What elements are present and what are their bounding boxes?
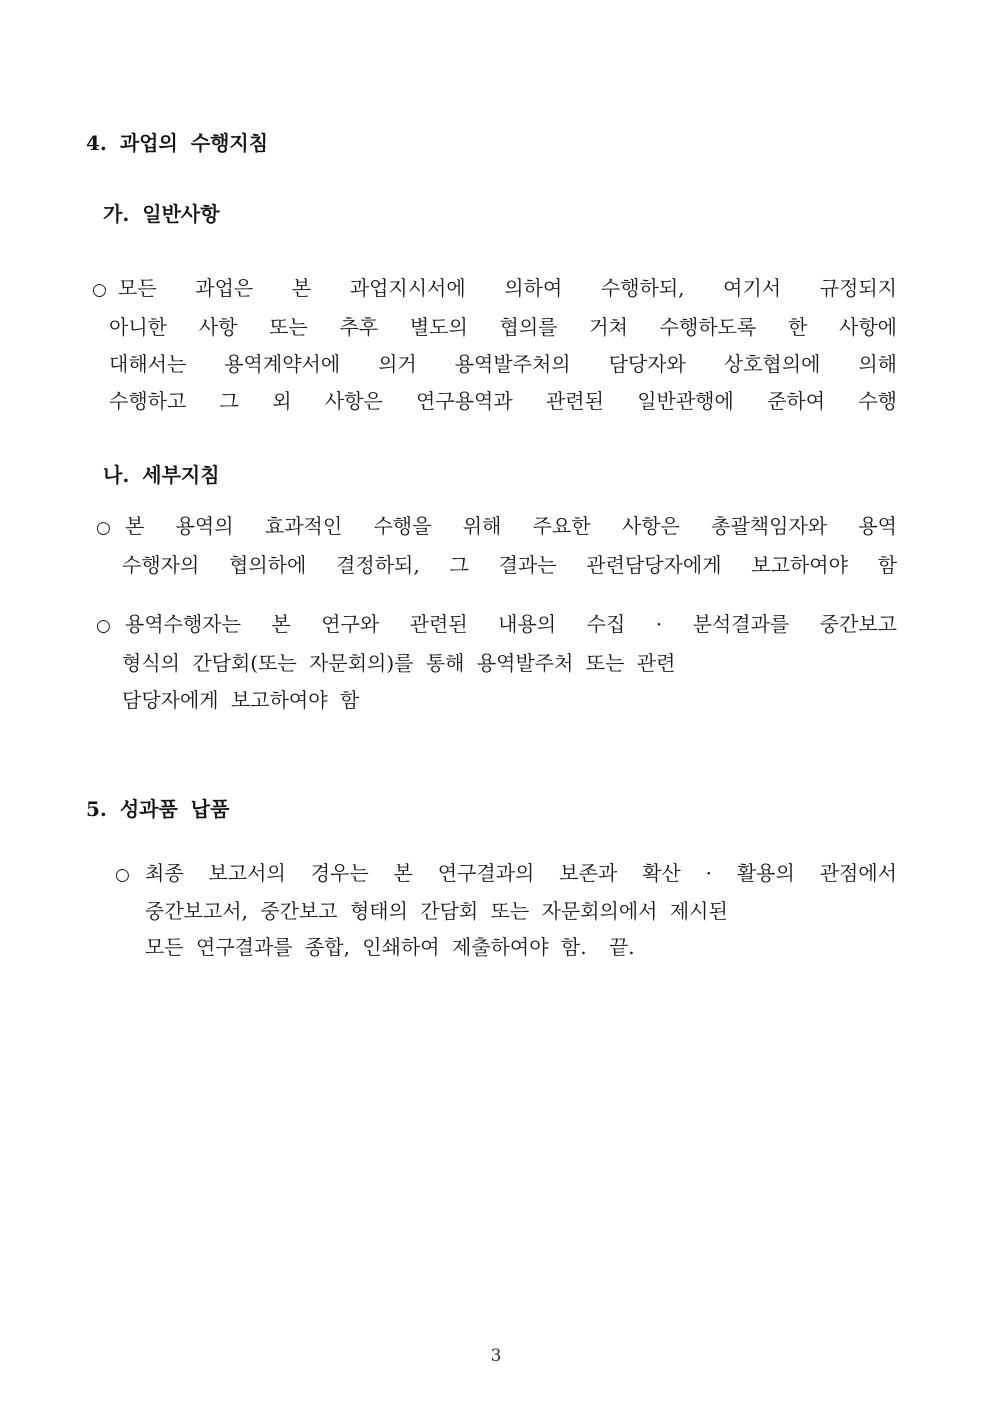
paragraph-line: 대해서는 용역계약서에 의거 용역발주처의 담당자와 상호협의에 의해 (109, 352, 897, 376)
paragraph-line (96, 508, 897, 547)
line-text: 최종 보고서의 경우는 본 연구결과의 보존과 확산 · 활용의 관점에서 (145, 861, 897, 885)
paragraph-line: 형식의 간담회(또는 자문회의)를 통해 용역발주처 또는 관련 (122, 651, 676, 675)
bullet-marker: ○ (96, 518, 111, 538)
bullet-paragraph (96, 508, 897, 584)
page-number: 3 (490, 1346, 502, 1366)
paragraph-line: 수행하고 그 외 사항은 연구용역과 관련된 일반관행에 준하여 수행 (109, 389, 897, 413)
subsection-na-heading: 나. 세부지침 (103, 463, 220, 487)
paragraph-line: 담당자에게 보고하여야 함 (122, 688, 360, 712)
section-4-heading: 4. 과업의 수행지침 (86, 131, 269, 155)
paragraph-line (96, 606, 897, 645)
bullet-paragraph (92, 270, 897, 420)
paragraph-line: 모든 연구결과를 종합, 인쇄하여 제출하여야 함. 끝. (145, 935, 635, 959)
section-5-heading: 5. 성과품 납품 (86, 797, 230, 821)
line-text: 본 용역의 효과적인 수행을 위해 주요한 사항은 총괄책임자와 용역 (125, 514, 897, 538)
line-text: 모든 과업은 본 과업지시서에 의하여 수행하되, 여기서 규정되지 (118, 276, 897, 300)
paragraph-line (115, 855, 897, 893)
paragraph-line: 아니한 사항 또는 추후 별도의 협의를 거쳐 수행하도록 한 사항에 (109, 315, 897, 339)
bullet-marker: ○ (96, 616, 111, 636)
paragraph-line: 수행자의 협의하에 결정하되, 그 결과는 관련담당자에게 보고하여야 함 (122, 553, 897, 577)
bullet-marker: ○ (92, 280, 107, 300)
paragraph-line: 중간보고서, 중간보고 형태의 간담회 또는 자문회의에서 제시된 (145, 899, 728, 923)
bullet-marker: ○ (115, 865, 130, 885)
subsection-ga-heading: 가. 일반사항 (103, 202, 220, 226)
paragraph-line (92, 270, 897, 309)
line-text: 용역수행자는 본 연구와 관련된 내용의 수집 · 분석결과를 중간보고 (125, 612, 897, 636)
bullet-paragraph (115, 855, 897, 965)
bullet-paragraph (96, 606, 897, 719)
